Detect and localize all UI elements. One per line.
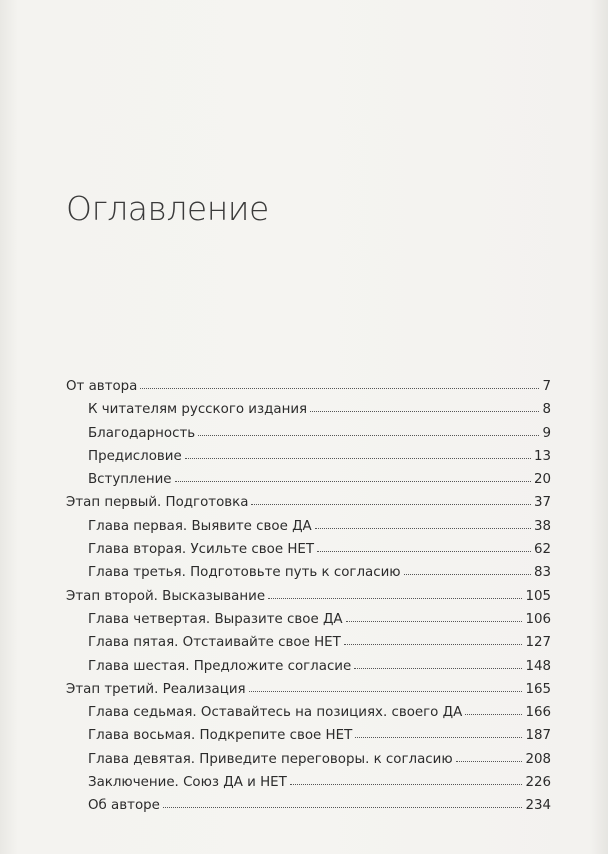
toc-entry-label: Этап второй. Высказывание: [66, 588, 266, 604]
toc-entry: [66, 724, 551, 747]
toc-entry-label: Этап третий. Реализация: [66, 681, 246, 697]
toc-dot-leader: [290, 784, 523, 785]
toc-entry-page-number: 8: [542, 402, 551, 418]
toc-entry: [66, 515, 551, 538]
toc-entry-label: Благодарность: [88, 425, 196, 441]
toc-entry: [66, 631, 551, 654]
toc-dot-leader: [249, 691, 523, 692]
toc-entry: [66, 422, 551, 445]
toc-entry: [66, 398, 551, 421]
toc-entry-label: Этап первый. Подготовка: [66, 495, 249, 511]
toc-entry-page-number: 105: [525, 588, 551, 604]
toc-entry: [66, 794, 551, 817]
toc-dot-leader: [354, 668, 522, 669]
toc-dot-leader: [310, 411, 539, 412]
toc-entry-label: Глава четвертая. Выразите свое ДА: [88, 611, 343, 627]
toc-dot-leader: [344, 644, 523, 645]
toc-entry-page-number: 106: [525, 611, 551, 627]
toc-entry: [66, 538, 551, 561]
toc-dot-leader: [198, 435, 539, 436]
toc-entry-label: Глава восьмая. Подкрепите свое НЕТ: [88, 728, 353, 744]
toc-entry-page-number: 226: [525, 775, 551, 791]
toc-entry-page-number: 37: [533, 495, 551, 511]
toc-dot-leader: [465, 714, 522, 715]
toc-dot-leader: [315, 528, 531, 529]
toc-dot-leader: [404, 574, 531, 575]
toc-entry-label: Глава девятая. Приведите переговоры. к согласию: [88, 751, 453, 767]
toc-entry-page-number: 9: [542, 425, 551, 441]
toc-entry-label: Вступление: [88, 472, 172, 488]
toc-entry: [66, 491, 551, 514]
toc-dot-leader: [317, 551, 531, 552]
toc-entry: [66, 561, 551, 584]
toc-dot-leader: [346, 621, 523, 622]
toc-entry-page-number: 13: [533, 448, 551, 464]
toc-dot-leader: [185, 458, 531, 459]
toc-entry-label: Заключение. Союз ДА и НЕТ: [88, 775, 287, 791]
toc-entry-page-number: 187: [525, 728, 551, 744]
toc-entry: [66, 375, 551, 398]
toc-entry-page-number: 234: [525, 798, 551, 814]
toc-dot-leader: [355, 737, 522, 738]
toc-entry-page-number: 83: [533, 565, 551, 581]
table-of-contents: [66, 375, 551, 818]
toc-entry: [66, 771, 551, 794]
toc-entry-page-number: 7: [542, 379, 551, 394]
toc-entry-page-number: 20: [533, 472, 551, 488]
toc-entry-label: Глава вторая. Усильте свое НЕТ: [88, 542, 315, 558]
toc-entry-page-number: 127: [525, 635, 551, 651]
toc-entry-label: Глава шестая. Предложите согласие: [88, 658, 352, 674]
toc-dot-leader: [140, 388, 539, 389]
toc-entry-label: Глава первая. Выявите свое ДА: [88, 518, 312, 534]
toc-entry: [66, 655, 551, 678]
toc-dot-leader: [163, 807, 523, 808]
toc-entry-label: Об авторе: [88, 798, 160, 814]
toc-entry-label: Глава седьмая. Оставайтесь на позициях. своего ДА: [88, 705, 463, 721]
toc-entry-page-number: 166: [525, 705, 551, 721]
toc-entry: [66, 445, 551, 468]
toc-dot-leader: [175, 481, 531, 482]
toc-entry: [66, 585, 551, 608]
toc-entry-page-number: 208: [525, 751, 551, 767]
toc-entry-label: Предисловие: [88, 448, 182, 464]
toc-entry-label: К читателям русского издания: [88, 402, 308, 418]
toc-entry: [66, 608, 551, 631]
toc-entry: [66, 678, 551, 701]
toc-entry-page-number: 165: [525, 681, 551, 697]
toc-entry: [66, 701, 551, 724]
toc-entry: [66, 468, 551, 491]
page-title: Оглавление: [66, 189, 269, 228]
toc-dot-leader: [456, 761, 523, 762]
toc-dot-leader: [251, 504, 530, 505]
toc-entry-label: Глава пятая. Отстаивайте свое НЕТ: [88, 635, 341, 651]
toc-entry-label: Глава третья. Подготовьте путь к согласию: [88, 565, 401, 581]
toc-entry-page-number: 62: [533, 542, 551, 558]
toc-entry: [66, 748, 551, 771]
toc-entry-page-number: 38: [533, 518, 551, 534]
toc-entry-label: От автора: [66, 379, 138, 394]
toc-entry-page-number: 148: [525, 658, 551, 674]
toc-dot-leader: [268, 598, 522, 599]
